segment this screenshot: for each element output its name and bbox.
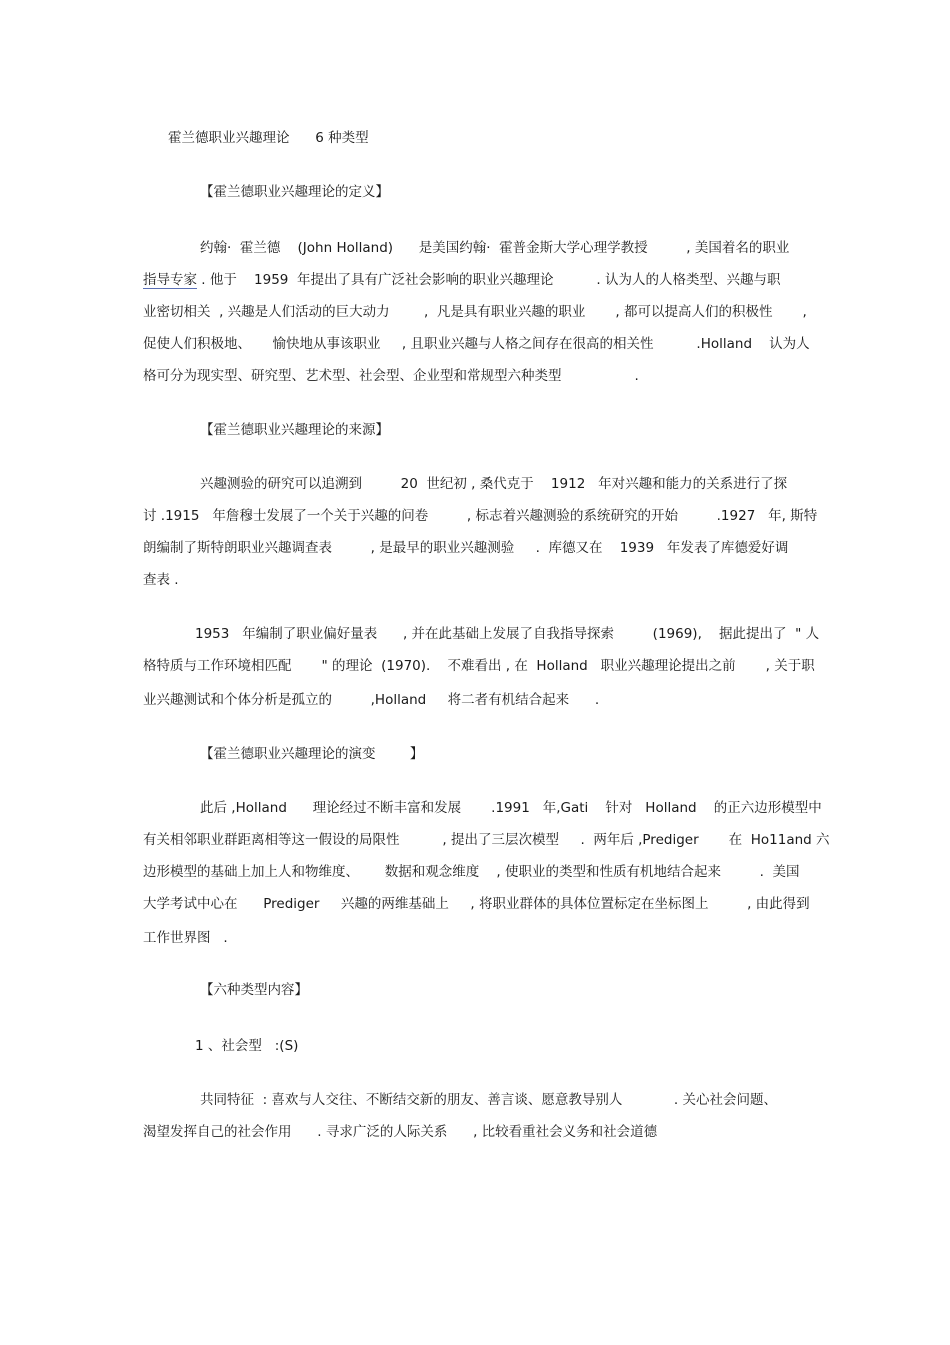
evolution-line-5: 工作世界图 . xyxy=(143,930,228,946)
guidance-expert-link[interactable]: 指导专家 xyxy=(143,272,197,288)
origin-line-1: 兴趣测验的研究可以追溯到 20 世纪初 , 桑代克于 1912 年对兴趣和能力的关系进行了探 xyxy=(200,476,788,492)
heading-evolution: 【霍兰德职业兴趣理论的演变 】 xyxy=(200,746,424,762)
origin-line-5: 1953 年编制了职业偏好量表 , 并在此基础上发展了自我指导探索 (1969), 据此提出了 " 人 xyxy=(195,626,820,642)
type-1-line-1: 共同特征 : 喜欢与人交往、不断结交新的朋友、善言谈、愿意教导别人 . 关心社会问题、 xyxy=(200,1092,777,1108)
definition-line-3: 业密切相关 , 兴趣是人们活动的巨大动力 , 凡是具有职业兴趣的职业 , 都可以提高人们的积极性 , xyxy=(143,304,807,320)
origin-line-4: 查表 . xyxy=(143,572,179,588)
definition-line-1: 约翰· 霍兰德 (John Holland) 是美国约翰· 霍普金斯大学心理学教授 , 美国着名的职业 xyxy=(200,240,790,256)
origin-line-2: 讨 .1915 年詹穆士发展了一个关于兴趣的问卷 , 标志着兴趣测验的系统研究的开始 .1927 年, 斯特 xyxy=(143,508,818,524)
heading-six-types: 【六种类型内容】 xyxy=(200,982,308,998)
evolution-line-4: 大学考试中心在 Prediger 兴趣的两维基础上 , 将职业群体的具体位置标定在坐标图上 , 由此得到 xyxy=(143,896,810,912)
heading-definition: 【霍兰德职业兴趣理论的定义】 xyxy=(200,184,389,200)
definition-line-2-text: . 他于 1959 年提出了具有广泛社会影响的职业兴趣理论 . 认为人的人格类型、兴趣与职 xyxy=(197,272,781,288)
evolution-line-3: 边形模型的基础上加上人和物维度、 数据和观念维度 , 使职业的类型和性质有机地结合起来 . 美国 xyxy=(143,864,800,880)
document-title: 霍兰德职业兴趣理论 6 种类型 xyxy=(168,130,369,146)
type-1-title: 1 、社会型 :(S) xyxy=(195,1038,299,1054)
origin-line-6: 格特质与工作环境相匹配 " 的理论 (1970). 不难看出 , 在 Holland 职业兴趣理论提出之前 , 关于职 xyxy=(143,658,815,674)
heading-origin: 【霍兰德职业兴趣理论的来源】 xyxy=(200,422,389,438)
type-1-line-2: 渴望发挥自己的社会作用 . 寻求广泛的人际关系 , 比较看重社会义务和社会道德 xyxy=(143,1124,658,1140)
definition-line-5: 格可分为现实型、研究型、艺术型、社会型、企业型和常规型六种类型 . xyxy=(143,368,639,384)
evolution-line-2: 有关相邻职业群距离相等这一假设的局限性 , 提出了三层次模型 . 两年后 ,Prediger 在 Ho11and 六 xyxy=(143,832,830,848)
definition-line-4: 促使人们积极地、 愉快地从事该职业 , 且职业兴趣与人格之间存在很高的相关性 .Holland 认为人 xyxy=(143,336,810,352)
evolution-line-1: 此后 ,Holland 理论经过不断丰富和发展 .1991 年,Gati 针对 Holland 的正六边形模型中 xyxy=(200,800,822,816)
origin-line-3: 朗编制了斯特朗职业兴趣调查表 , 是最早的职业兴趣测验 . 库德又在 1939 年发表了库德爱好调 xyxy=(143,540,789,556)
definition-line-2 xyxy=(143,270,780,290)
origin-line-7: 业兴趣测试和个体分析是孤立的 ,Holland 将二者有机结合起来 . xyxy=(143,692,600,708)
